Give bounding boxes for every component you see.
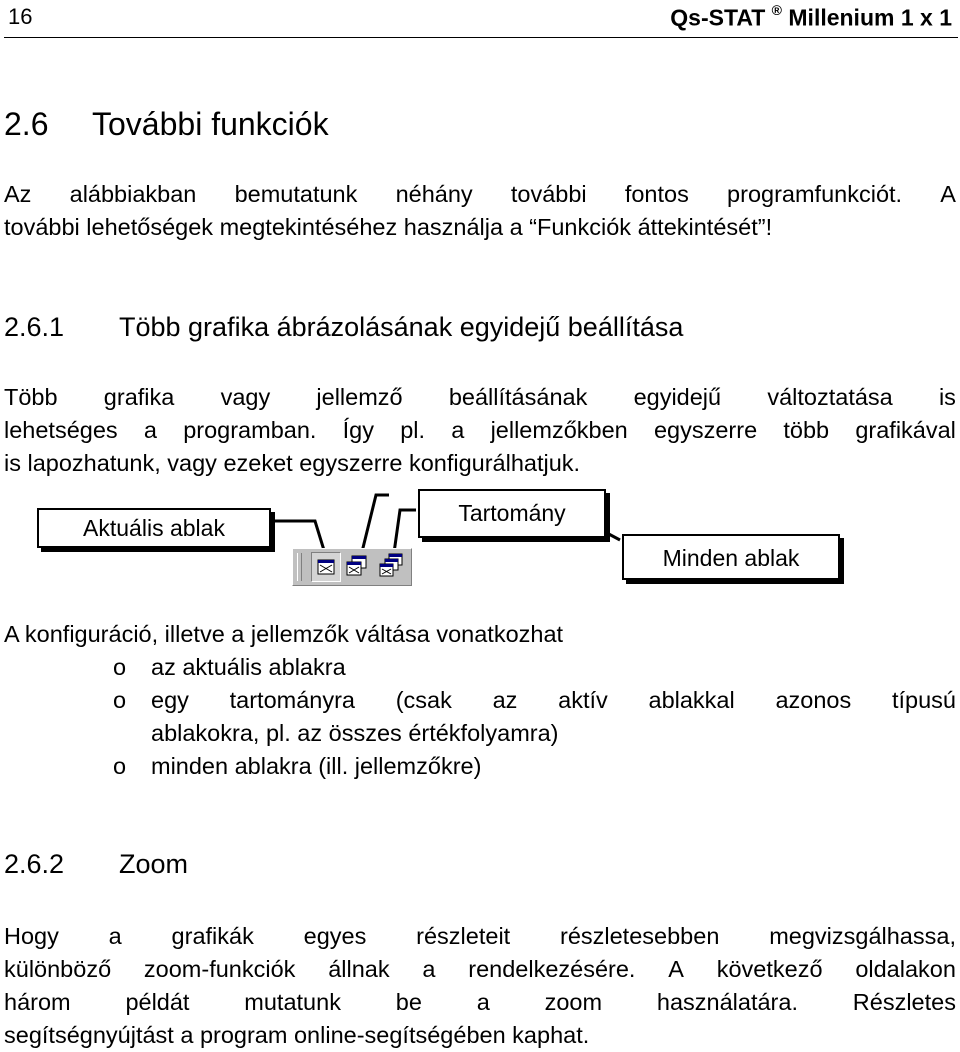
word: oldalakon [855,956,956,982]
word: programban. [183,417,317,443]
word: további [510,181,587,207]
word: pl. [400,417,426,443]
all-windows-button[interactable] [377,552,405,580]
list-item-text [151,684,956,717]
list-item-text: minden ablakra (ill. jellemzőkre) [151,753,482,779]
word: beállításának [448,384,588,410]
callout-current-window: Aktuális ablak [37,508,271,548]
list-item [4,651,956,684]
word: grafikák [171,923,254,949]
subsection-number: 2.6.2 [4,849,65,879]
section-number: 2.6 [4,106,49,142]
word: vagy [220,384,271,410]
word: tartományra [229,687,355,713]
word: fontos [624,181,689,207]
word: állnak [328,956,390,982]
subsection-title: Zoom [119,849,189,879]
word: különböző [4,956,112,982]
word: egyidejű [633,384,722,410]
word: Hogy [4,923,59,949]
word: zoom [544,989,603,1015]
word: bemutatunk [234,181,358,207]
word: példát [125,989,190,1015]
word: jellemzőkben [490,417,628,443]
word: aktív [558,687,608,713]
word: egyes [303,923,367,949]
range-windows-button[interactable] [343,552,371,580]
word: be [395,989,422,1015]
word: a [476,989,490,1015]
word: ablakkal [648,687,735,713]
page-number: 16 [8,4,33,29]
word: a [451,417,465,443]
word: következő [716,956,823,982]
range-windows-icon [343,552,371,580]
list-item [4,684,956,750]
callout-all-windows: Minden ablak [622,534,840,580]
word: részletesebben [560,923,720,949]
toolbar-grip[interactable] [297,553,302,581]
body-line [4,986,956,1019]
word: grafikával [855,417,956,443]
window-scope-toolbar [292,548,412,586]
list-item-text: az aktuális ablakra [151,654,346,680]
intro-line: további lehetőségek megtekintéséhez használja a “Funkciók áttekintését”! [4,214,773,240]
word: Az [4,181,32,207]
word: zoom-funkciók [143,956,296,982]
registered-mark: ® [771,2,782,18]
word: használatára. [656,989,798,1015]
word: a [143,417,157,443]
list-item-text: ablakokra, pl. az összes értékfolyamra) [151,720,559,746]
word: megvizsgálhassa, [769,923,956,949]
word: Részletes [852,989,956,1015]
word: A [668,956,684,982]
product-name: Qs-STAT [670,4,766,31]
word: néhány [395,181,473,207]
word: a [108,923,122,949]
word: az [492,687,518,713]
word: Több [4,384,58,410]
scope-list [4,618,956,783]
product-edition: Millenium 1 x 1 [788,4,952,31]
word: három [4,989,71,1015]
word: egy [151,687,189,713]
word: azonos [775,687,852,713]
list-item [4,750,956,783]
word: programfunkciót. [727,181,903,207]
word: A [940,181,956,207]
bullet-marker: o [113,654,127,680]
word: változtatása [767,384,893,410]
word: a [422,956,436,982]
all-windows-icon [377,552,405,580]
current-window-icon [312,553,340,581]
subsection-title: Több grafika ábrázolásának egyidejű beállítása [119,312,684,342]
word: részleteit [416,923,511,949]
list-intro: A konfiguráció, illetve a jellemzők váltása vonatkozhat [4,621,564,647]
body-line: segítségnyújtást a program online-segítségében kaphat. [4,1022,590,1048]
body-line: is lapozhatunk, vagy ezeket egyszerre konfigurálhatjuk. [4,450,581,476]
word: rendelkezésére. [468,956,636,982]
word: típusú [891,687,956,713]
section-title: További funkciók [92,106,329,142]
word: is [938,384,956,410]
word: lehetséges [4,417,118,443]
word: jellemző [316,384,403,410]
body-line [4,920,956,953]
callout-range: Tartomány [418,489,606,538]
bullet-marker: o [113,687,127,713]
subsection-heading [4,849,188,880]
subsection-number: 2.6.1 [4,312,65,342]
word: grafika [103,384,175,410]
word: (csak [395,687,452,713]
word: mutatunk [244,989,341,1015]
word: egyszerre [653,417,758,443]
zoom-body [4,920,956,1052]
body-line [4,953,956,986]
word: több [783,417,830,443]
current-window-button[interactable] [311,552,341,582]
bullet-marker: o [113,753,127,779]
word: alábbiakban [69,181,197,207]
connector-all [605,532,620,540]
word: Így [342,417,375,443]
